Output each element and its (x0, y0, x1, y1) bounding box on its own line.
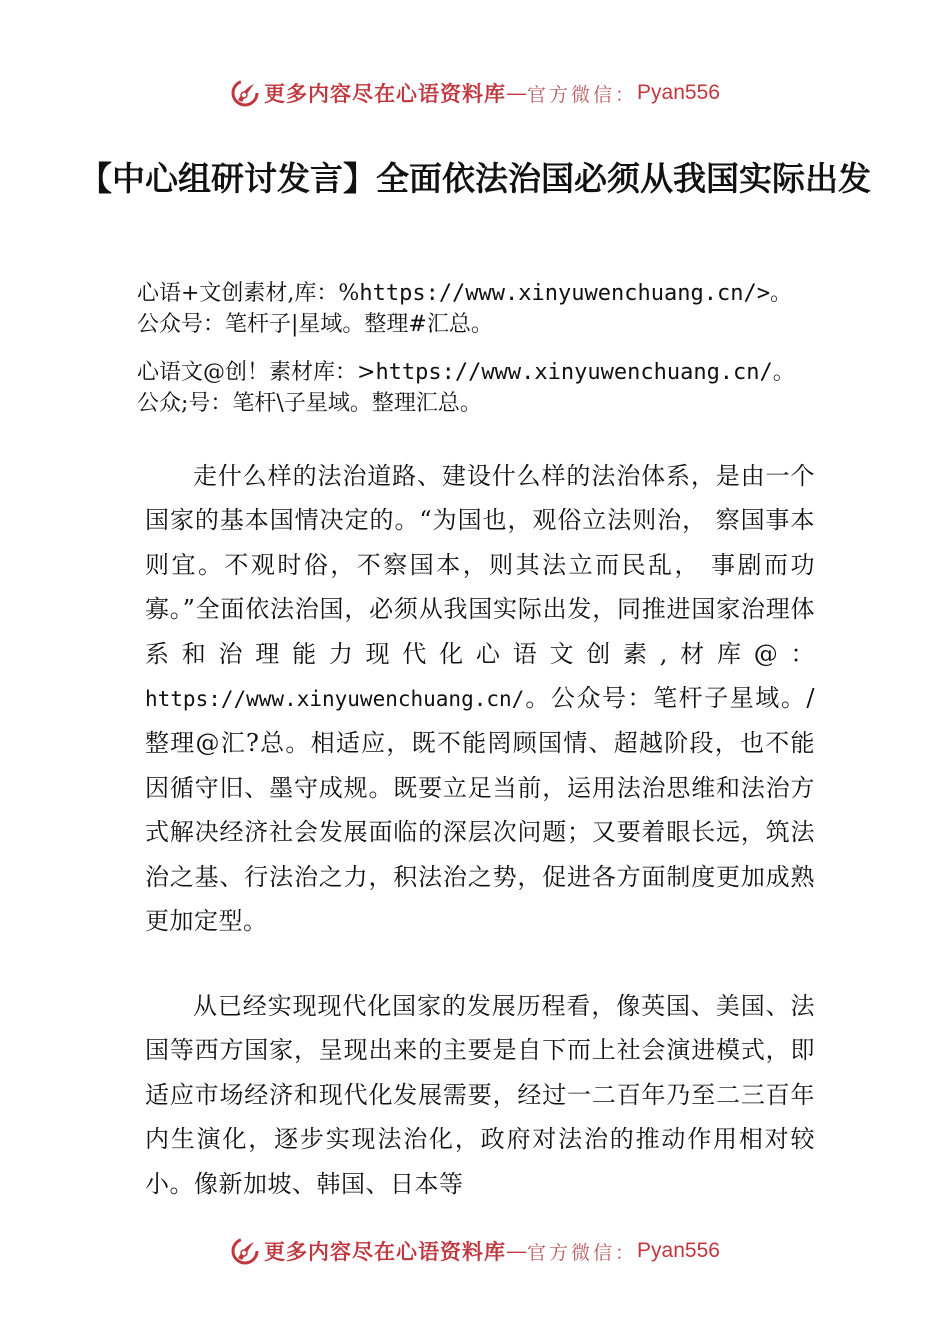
header-banner (0, 68, 950, 118)
paragraph-url: https://www.xinyuwenchuang.cn/ (145, 687, 525, 712)
banner-wechat-id: Pyan556 (637, 1239, 720, 1262)
notice-line (137, 278, 857, 309)
banner-wechat-label: 官方微信： (527, 83, 638, 106)
notice-line: 公众号：笔杆子|星域。整理#汇总。 (137, 312, 493, 337)
page-title: 【中心组研讨发言】全面依法治国必须从我国实际出发 (79, 159, 871, 198)
notice-text: 心语+文创素材,库：% (137, 281, 360, 306)
notice-text: 心语文@创！素材库：> (137, 360, 376, 385)
source-notice-2 (137, 357, 857, 419)
brush-swirl-logo-icon (230, 78, 260, 108)
banner-text: 更多内容尽在心语资料库 (264, 81, 507, 106)
footer-banner (0, 1226, 950, 1276)
notice-url: https://www.xinyuwenchuang.cn/。 (375, 360, 795, 385)
banner-separator: — (506, 1239, 528, 1263)
banner-wechat-id: Pyan556 (637, 81, 720, 104)
banner-separator: — (506, 81, 528, 105)
banner-text: 更多内容尽在心语资料库 (264, 1239, 507, 1264)
source-notice-1 (137, 278, 857, 340)
notice-line (137, 357, 857, 388)
body-paragraph-1 (145, 454, 815, 943)
body-paragraph-2: 从已经实现现代化国家的发展历程看，像英国、美国、法国等西方国家，呈现出来的主要是自下而上社会演进模式，即适应市场经济和现代化发展需要，经过一二百年乃至二三百年内生演化，逐步实现法治化，政府对法治的推动作用相对较小。像新加坡、韩国、日本等 (145, 992, 815, 1198)
notice-url: https://www.xinyuwenchuang.cn/>。 (359, 281, 792, 306)
notice-line: 公众;号：笔杆\子星域。整理汇总。 (137, 391, 482, 416)
paragraph-text: 。公众号：笔杆子星域。/整理@汇?总。相适应，既不能罔顾国情、超越阶段，也不能因循守旧、墨守成规。既要立足当前，运用法治思维和法治方式解决经济社会发展面临的深层次问题；又要着眼长远，筑法治之基、行法治之力，积法治之势，促进各方面制度更加成熟更加定型。 (145, 684, 815, 936)
paragraph-text: 走什么样的法治道路、建设什么样的法治体系，是由一个国家的基本国情决定的。“为国也，观俗立法则治， 察国事本则宜。不观时俗，不察国本，则其法立而民乱， 事剧而功寡。”全面依法治国，必须从我国实际出发，同推进国家治理体系和治理能力现代化心语文创素,材库@： (145, 462, 815, 668)
banner-wechat-label: 官方微信： (527, 1241, 638, 1264)
brush-swirl-logo-icon (230, 1236, 260, 1266)
